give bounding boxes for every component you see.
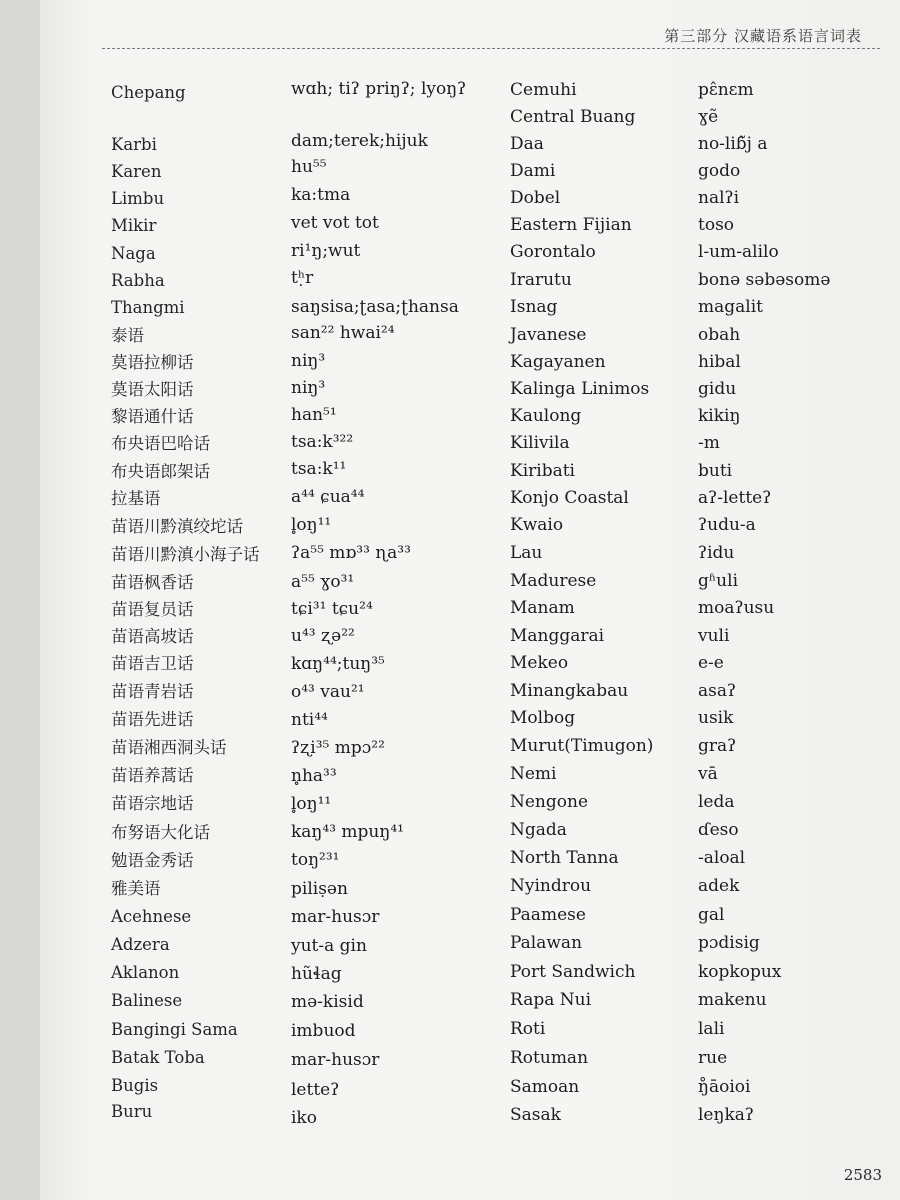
language-name: Karen	[111, 162, 162, 181]
word-form: n̥ha³³	[291, 766, 337, 786]
language-name: Adzera	[111, 935, 170, 954]
header-title: 第三部分 汉藏语系语言词表	[664, 27, 862, 45]
word-form: o⁴³ vau²¹	[291, 682, 365, 702]
language-name: Buru	[111, 1102, 153, 1121]
word-form: u⁴³ ʐə²²	[291, 626, 355, 646]
word-form: gidu	[698, 379, 737, 399]
language-name: Ngada	[510, 820, 567, 840]
language-name: 苗语吉卫话	[111, 654, 194, 673]
language-name: 苗语青岩话	[111, 682, 194, 701]
word-form: no-liɓ̃j a	[698, 134, 768, 154]
language-name: 苗语先进话	[111, 710, 194, 729]
word-form: gʱuli	[698, 571, 739, 591]
language-name: Bangingi Sama	[111, 1020, 238, 1039]
word-form: -aloal	[698, 848, 746, 868]
word-form: vet vot tot	[291, 213, 379, 233]
word-form: adek	[698, 876, 740, 896]
word-form: tʰ̣r	[291, 268, 314, 288]
language-name: 莫语太阳话	[111, 380, 194, 399]
language-name: Konjo Coastal	[510, 488, 629, 508]
language-name: Dobel	[510, 188, 561, 208]
word-form: kaŋ⁴³ mpuŋ⁴¹	[291, 822, 404, 842]
word-form: mə-kisid	[291, 992, 364, 1012]
language-name: Kagayanen	[510, 352, 606, 372]
language-name: Karbi	[111, 135, 157, 154]
language-name: Irarutu	[510, 270, 572, 290]
word-form: ʔudu-a	[698, 515, 756, 535]
language-name: Molbog	[510, 708, 576, 728]
word-form: a⁴⁴ ɕua⁴⁴	[291, 487, 365, 507]
word-form: tsa:k³²²	[291, 432, 354, 452]
word-form: ɣẽ	[698, 107, 719, 127]
word-form: asaʔ	[698, 681, 737, 701]
language-name: 勉语金秀话	[111, 851, 194, 870]
language-name: Mikir	[111, 216, 157, 235]
language-name: 苗语复员话	[111, 600, 194, 619]
language-name: Nemi	[510, 764, 557, 784]
word-form: hũɬag	[291, 964, 342, 984]
language-name: Naga	[111, 244, 156, 263]
word-form: moaʔusu	[698, 598, 775, 618]
word-form: graʔ	[698, 736, 737, 756]
word-form: makenu	[698, 990, 767, 1010]
language-name: Rabha	[111, 271, 165, 290]
language-name: Nyindrou	[510, 876, 592, 896]
language-name: 苗语枫香话	[111, 573, 194, 592]
word-form: buti	[698, 461, 733, 481]
word-form: letteʔ	[291, 1080, 340, 1100]
language-name: Bugis	[111, 1076, 159, 1095]
word-form: obah	[698, 325, 741, 345]
word-form: dam;terek;hijuk	[291, 131, 428, 151]
word-form: han⁵¹	[291, 405, 337, 425]
language-name: Gorontalo	[510, 242, 596, 262]
word-form: tsa:k¹¹	[291, 459, 347, 479]
word-form: toso	[698, 215, 735, 235]
language-name: Palawan	[510, 933, 583, 953]
word-form: gal	[698, 905, 725, 925]
word-form: piliṣən	[291, 879, 348, 899]
language-name: Paamese	[510, 905, 586, 925]
language-name: 苗语川黔滇绞坨话	[111, 517, 243, 536]
language-name: Murut(Timugon)	[510, 736, 654, 756]
word-form: ʔa⁵⁵ mɒ³³ ɳa³³	[291, 543, 411, 563]
language-name: Lau	[510, 543, 543, 563]
language-name: Sasak	[510, 1105, 561, 1125]
language-name: Isnag	[510, 297, 558, 317]
language-name: Javanese	[510, 325, 587, 345]
word-form: rue	[698, 1048, 728, 1068]
word-form: bonə səbəsomə	[698, 270, 831, 290]
word-form: pɔdisig	[698, 933, 760, 953]
language-name: Kalinga Linimos	[510, 379, 650, 399]
word-form: ʔidu	[698, 543, 735, 563]
word-form: godo	[698, 161, 741, 181]
language-name: Kiribati	[510, 461, 575, 481]
language-name: 雅美语	[111, 879, 161, 898]
language-name: North Tanna	[510, 848, 619, 868]
word-form: mar-husɔr	[291, 907, 380, 927]
language-name: Thangmi	[111, 298, 185, 317]
word-form: pɛ̂nɛm	[698, 80, 754, 100]
word-form: magalit	[698, 297, 763, 317]
word-form: leŋkaʔ	[698, 1105, 754, 1125]
book-page	[40, 0, 900, 1200]
running-header	[40, 0, 900, 50]
language-name: Samoan	[510, 1077, 580, 1097]
word-form: niŋ³	[291, 378, 326, 398]
word-form: ri¹ŋ;wut	[291, 241, 361, 261]
word-form: nalʔi	[698, 188, 740, 208]
word-form: -m	[698, 433, 720, 453]
word-form: mar-husɔr	[291, 1050, 380, 1070]
word-form: aʔ-letteʔ	[698, 488, 772, 508]
word-form: niŋ³	[291, 351, 326, 371]
language-name: Dami	[510, 161, 556, 181]
word-form: a⁵⁵ ɣo³¹	[291, 572, 355, 592]
language-name: 莫语拉柳话	[111, 353, 194, 372]
language-name: Aklanon	[111, 963, 180, 982]
word-form: usik	[698, 708, 734, 728]
word-form: l̥oŋ¹¹	[291, 515, 332, 535]
language-name: Kilivila	[510, 433, 570, 453]
page-number: 2583	[843, 1166, 882, 1184]
language-name: 布央语郎架话	[111, 462, 210, 481]
word-form: imbuod	[291, 1021, 356, 1041]
language-name: Batak Toba	[111, 1048, 205, 1067]
word-form: toŋ²³¹	[291, 850, 340, 870]
word-form: iko	[291, 1108, 317, 1128]
language-name: 布努语大化话	[111, 823, 210, 842]
language-name: 苗语湘西洞头话	[111, 738, 227, 757]
language-name: 苗语川黔滇小海子话	[111, 545, 260, 564]
language-name: Rapa Nui	[510, 990, 592, 1010]
word-form: san²² hwai²⁴	[291, 323, 395, 343]
word-form: ka:tma	[291, 185, 351, 205]
word-form: e-e	[698, 653, 724, 673]
word-form: ɗeso	[698, 820, 739, 840]
language-name: Roti	[510, 1019, 546, 1039]
language-name: Limbu	[111, 189, 165, 208]
language-name: Chepang	[111, 83, 186, 102]
language-name: Balinese	[111, 991, 183, 1010]
language-name: Daa	[510, 134, 544, 154]
word-form: nti⁴⁴	[291, 710, 328, 730]
word-form: yut-a gin	[291, 936, 367, 956]
language-name: Central Buang	[510, 107, 636, 127]
word-form: saŋsisa;ʈasa;ʈhansa	[291, 297, 459, 317]
header-rule	[102, 48, 880, 49]
word-form: leda	[698, 792, 735, 812]
language-name: 苗语宗地话	[111, 794, 194, 813]
language-name: Kaulong	[510, 406, 582, 426]
language-name: Kwaio	[510, 515, 564, 535]
word-form: wɑh; tiʔ priŋʔ; lyoŋʔ	[291, 79, 467, 99]
language-name: 布央语巴哈话	[111, 434, 210, 453]
language-name: Manam	[510, 598, 575, 618]
word-form: hibal	[698, 352, 741, 372]
language-name: Manggarai	[510, 626, 605, 646]
language-name: Eastern Fijian	[510, 215, 632, 235]
language-name: 泰语	[111, 326, 144, 345]
language-name: Mekeo	[510, 653, 569, 673]
word-form: hu⁵⁵	[291, 157, 327, 177]
word-form: lali	[698, 1019, 725, 1039]
language-name: 苗语养蒿话	[111, 766, 194, 785]
language-name: Madurese	[510, 571, 597, 591]
word-form: ŋ̊āoioi	[698, 1077, 751, 1097]
word-form: l-um-alilo	[698, 242, 779, 262]
language-name: Rotuman	[510, 1048, 589, 1068]
word-form: vā	[698, 764, 718, 784]
word-form: tɕi³¹ tɕu²⁴	[291, 599, 373, 619]
language-name: Acehnese	[111, 907, 192, 926]
language-name: Minangkabau	[510, 681, 629, 701]
language-name: 拉基语	[111, 489, 161, 508]
word-form: kikiŋ	[698, 406, 741, 426]
word-form: vuli	[698, 626, 730, 646]
language-name: Nengone	[510, 792, 589, 812]
language-name: Port Sandwich	[510, 962, 636, 982]
word-form: ʔʐi³⁵ mpɔ²²	[291, 738, 385, 758]
language-name: 黎语通什话	[111, 407, 194, 426]
word-form: kɑŋ⁴⁴;tuŋ³⁵	[291, 654, 385, 674]
word-form: kopkopux	[698, 962, 782, 982]
language-name: 苗语高坡话	[111, 627, 194, 646]
language-name: Cemuhi	[510, 80, 577, 100]
word-form: l̥oŋ¹¹	[291, 794, 332, 814]
